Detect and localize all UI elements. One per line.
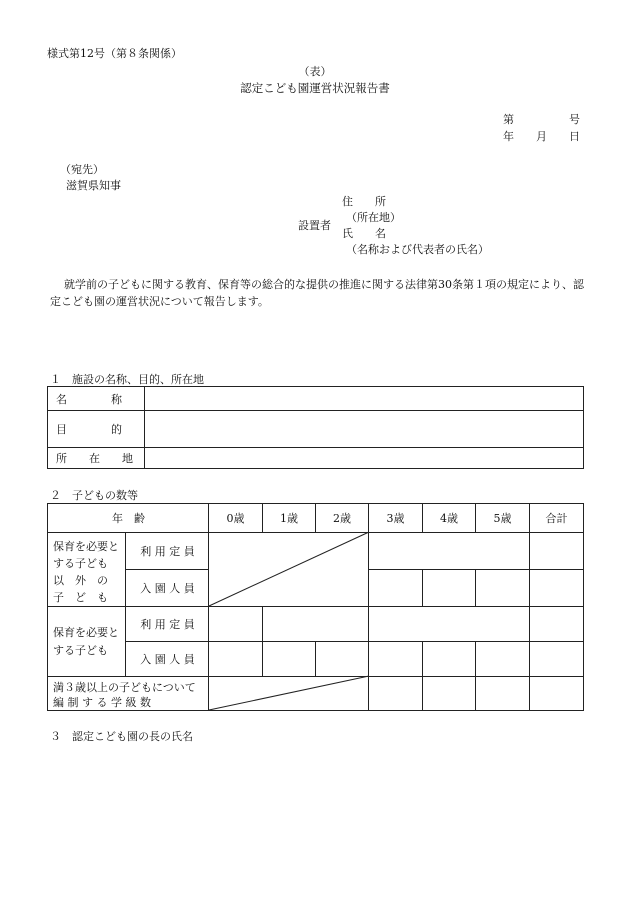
group2-capacity-total-cell[interactable] (530, 606, 583, 641)
classes-label-cell (48, 676, 209, 710)
group2-enrolled-age0-cell[interactable] (209, 641, 263, 676)
age-header-cell (48, 504, 209, 532)
group2-capacity-label: 利 用 定 員 (140, 618, 195, 631)
document-date-field: 年 月 日 (503, 130, 580, 143)
form-number: 様式第12号（第８条関係） (47, 47, 182, 60)
classes-age4-cell[interactable] (423, 676, 476, 710)
facility-name-row (48, 387, 583, 410)
col-age-3 (369, 504, 423, 532)
group2-enrolled-total-cell[interactable] (530, 641, 583, 676)
group1-enrolled-label: 入 園 人 員 (140, 582, 195, 595)
col-age-4-label: 4歳 (440, 512, 458, 525)
section2-heading: ２ 子どもの数等 (50, 489, 138, 502)
section3-heading: ３ 認定こども園の長の氏名 (50, 730, 193, 743)
group1-enrolled-age4-cell[interactable] (423, 569, 476, 606)
classes-age5-cell[interactable] (476, 676, 530, 710)
group2-enrolled-label: 入 園 人 員 (140, 653, 195, 666)
group2-enrolled-age3-cell[interactable] (369, 641, 423, 676)
classes-under3-diagonal (209, 676, 369, 710)
addressee-name: 滋賀県知事 (66, 179, 121, 192)
classes-label-line-2: 編 制 す る 学 級 数 (53, 696, 151, 709)
col-age-1 (263, 504, 316, 532)
col-age-0 (209, 504, 263, 532)
group2-capacity-3to5-cell[interactable] (369, 606, 530, 641)
classes-total-cell[interactable] (530, 676, 583, 710)
founder-name-sub: （名称および代表者の氏名） (346, 243, 489, 256)
facility-location-row (48, 447, 583, 468)
col-total (530, 504, 583, 532)
col-age-3-label: 3歳 (386, 512, 405, 525)
classes-label-line-1: 満３歳以上の子どもについて (53, 681, 196, 694)
document-title: 認定こども園運営状況報告書 (240, 81, 390, 95)
facility-name-label: 名 称 (56, 392, 122, 406)
section1-heading: １ 施設の名称、目的、所在地 (50, 373, 204, 386)
group2-enrolled-age4-cell[interactable] (423, 641, 476, 676)
group2-enrolled-age1-cell[interactable] (263, 641, 316, 676)
group1-enrolled-age5-cell[interactable] (476, 569, 530, 606)
facility-location-label: 所 在 地 (56, 452, 133, 465)
group1-label-line-4: 子 ど も (53, 591, 108, 604)
group1-label-line-1: 保育を必要と (53, 540, 119, 553)
group1-under3-diagonal (209, 532, 369, 606)
group1-capacity-3to5-cell[interactable] (369, 532, 530, 569)
facility-table (47, 386, 584, 469)
children-count-table (47, 503, 584, 711)
group2-capacity-age1to2-cell[interactable] (263, 606, 369, 641)
col-age-2 (316, 504, 369, 532)
founder-address-label: 住 所 (342, 195, 386, 208)
col-total-label: 合計 (545, 512, 568, 525)
facility-purpose-label-cell (48, 411, 145, 447)
group2-capacity-label-cell (126, 606, 209, 641)
col-age-1-label: 1歳 (280, 512, 298, 525)
founder-address-sub: （所在地） (346, 211, 401, 224)
document-number-field: 第 号 (503, 113, 580, 126)
col-age-0-label: 0歳 (226, 512, 245, 525)
group2-label-cell (48, 606, 126, 676)
col-age-2-label: 2歳 (333, 512, 351, 525)
col-age-5 (476, 504, 530, 532)
group1-capacity-label-cell (126, 532, 209, 569)
group2-capacity-age0-cell[interactable] (209, 606, 263, 641)
group2-label-line-2: する子ども (53, 644, 108, 657)
group2-enrolled-age5-cell[interactable] (476, 641, 530, 676)
group1-capacity-total-cell[interactable] (530, 532, 583, 569)
group2-label-line-1: 保育を必要と (53, 626, 119, 639)
group1-label-line-2: する子ども (53, 557, 108, 570)
group1-capacity-label: 利 用 定 員 (140, 545, 195, 558)
group2-enrolled-age2-cell[interactable] (316, 641, 369, 676)
classes-age3-cell[interactable] (369, 676, 423, 710)
facility-purpose-label: 目 的 (56, 423, 122, 436)
facility-name-label-cell (48, 387, 145, 410)
col-age-4 (423, 504, 476, 532)
facility-location-label-cell (48, 448, 145, 468)
group1-enrolled-label-cell (126, 569, 209, 606)
age-header: 年 齢 (112, 512, 145, 525)
addressee-label: （宛先） (60, 163, 104, 176)
report-body-text: 就学前の子どもに関する教育、保育等の総合的な提供の推進に関する法律第30条第１項の規定により、認定こども園の運営状況について報告します。 (50, 278, 584, 308)
founder-label: 設置者 (298, 219, 331, 232)
group1-label-cell (48, 532, 126, 606)
col-age-5-label: 5歳 (493, 512, 512, 525)
form-side-label: （表） (298, 65, 332, 78)
group1-enrolled-total-cell[interactable] (530, 569, 583, 606)
founder-name-label: 氏 名 (342, 227, 386, 240)
group1-label-line-3: 以 外 の (53, 574, 108, 587)
facility-purpose-row (48, 410, 583, 447)
group1-enrolled-age3-cell[interactable] (369, 569, 423, 606)
group2-enrolled-label-cell (126, 641, 209, 676)
